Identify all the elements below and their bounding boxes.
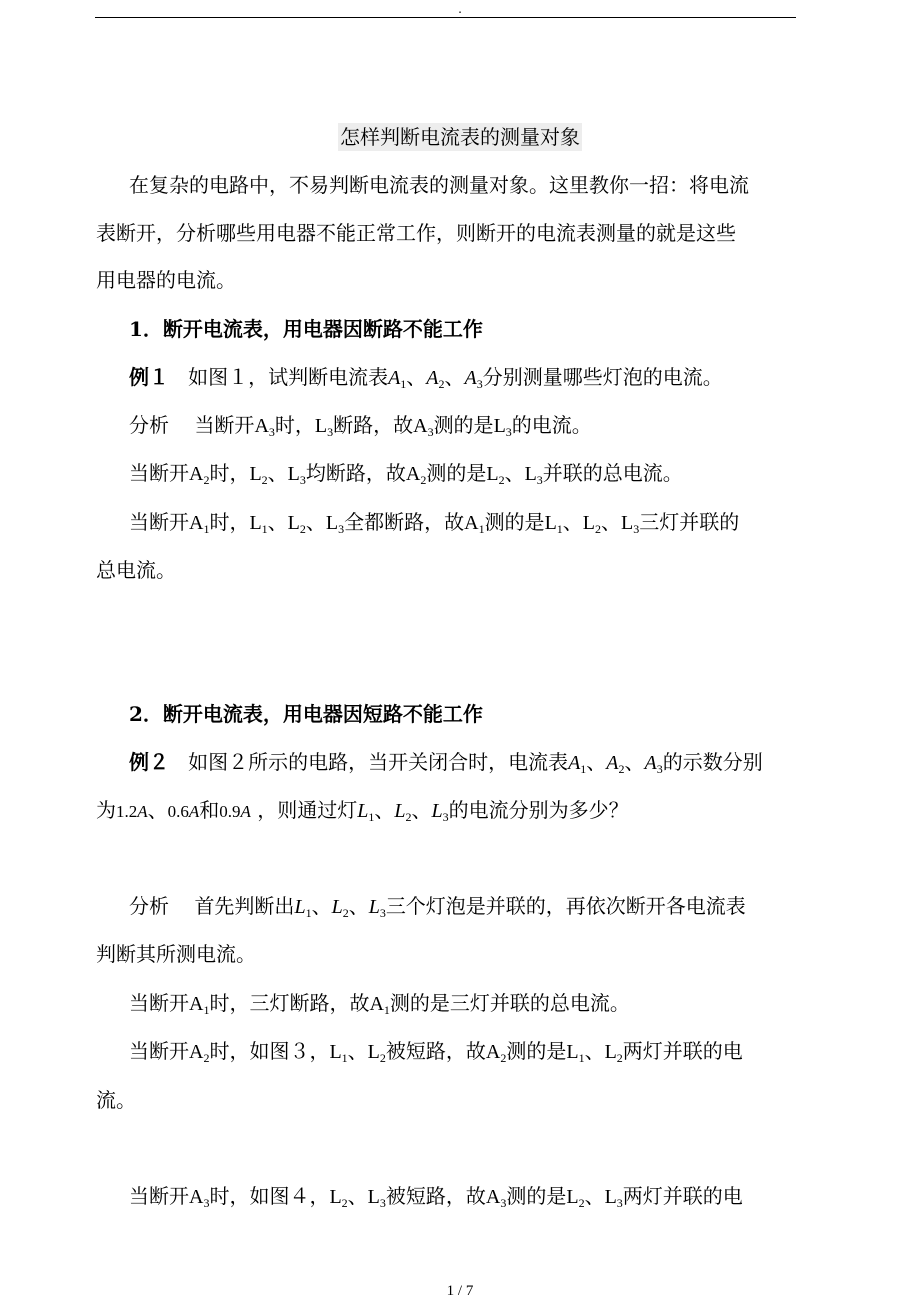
intro-line-3: 用电器的电流。 — [96, 268, 236, 292]
analysis2-line-2: 判断其所测电流。 — [96, 942, 256, 966]
analysis2-line-1: 分析 首先判断出$L_1$、$L_2$、$L_3$三个灯泡是并联的，再依次断开各电流表 — [129, 894, 746, 920]
section1-heading: 1．断开电流表，用电器因断路不能工作 — [129, 317, 483, 341]
analysis2-line-6: 当断开$A_3$时，如图４，$L_2$、$L_3$被短路，故$A_3$测的是$L_2$、$L_3$两灯并联的电 — [129, 1184, 743, 1210]
analysis1-line-4: 总电流。 — [96, 558, 176, 582]
example2-line-2: 为1.2A、0.6A和0.9A ，则通过灯$L_1$、$L_2$、$L_3$的电流分别为多少？ — [96, 798, 629, 824]
header-rule — [95, 17, 796, 18]
example1: 例１ 如图１，试判断电流表$A_1$、$A_2$、$A_3$分别测量哪些灯泡的电流。 — [129, 365, 723, 391]
analysis1-line-2: 当断开$A_2$时，$L_2$、$L_3$均断路，故$A_2$测的是$L_2$、$L_3$并联的总电流。 — [129, 461, 683, 487]
analysis2-line-3: 当断开$A_1$时，三灯断路，故$A_1$测的是三灯并联的总电流。 — [129, 991, 630, 1017]
header-dot: . — [458, 2, 462, 16]
analysis2-line-4: 当断开$A_2$时，如图３，$L_1$、$L_2$被短路，故$A_2$测的是$L_1$、$L_2$两灯并联的电 — [129, 1039, 743, 1065]
section2-heading: 2．断开电流表，用电器因短路不能工作 — [129, 702, 483, 726]
page-title: 怎样判断电流表的测量对象 — [340, 125, 580, 149]
intro-line-1: 在复杂的电路中，不易判断电流表的测量对象。这里教你一招：将电流 — [129, 173, 749, 197]
page-number: 1 / 7 — [446, 1283, 474, 1299]
intro-line-2: 表断开，分析哪些用电器不能正常工作，则断开的电流表测量的就是这些 — [96, 221, 736, 245]
analysis1-line-1: 分析 当断开$A_3$时，$L_3$断路，故$A_3$测的是$L_3$的电流。 — [129, 413, 592, 439]
example2-line-1: 例２ 如图２所示的电路，当开关闭合时，电流表$A_1$、$A_2$、$A_3$的示数分别 — [129, 750, 763, 776]
analysis2-line-5: 流。 — [96, 1088, 136, 1112]
analysis1-line-3: 当断开$A_1$时，$L_1$、$L_2$、$L_3$全都断路，故$A_1$测的是$L_1$、$L_2$、$L_3$三灯并联的 — [129, 510, 740, 536]
